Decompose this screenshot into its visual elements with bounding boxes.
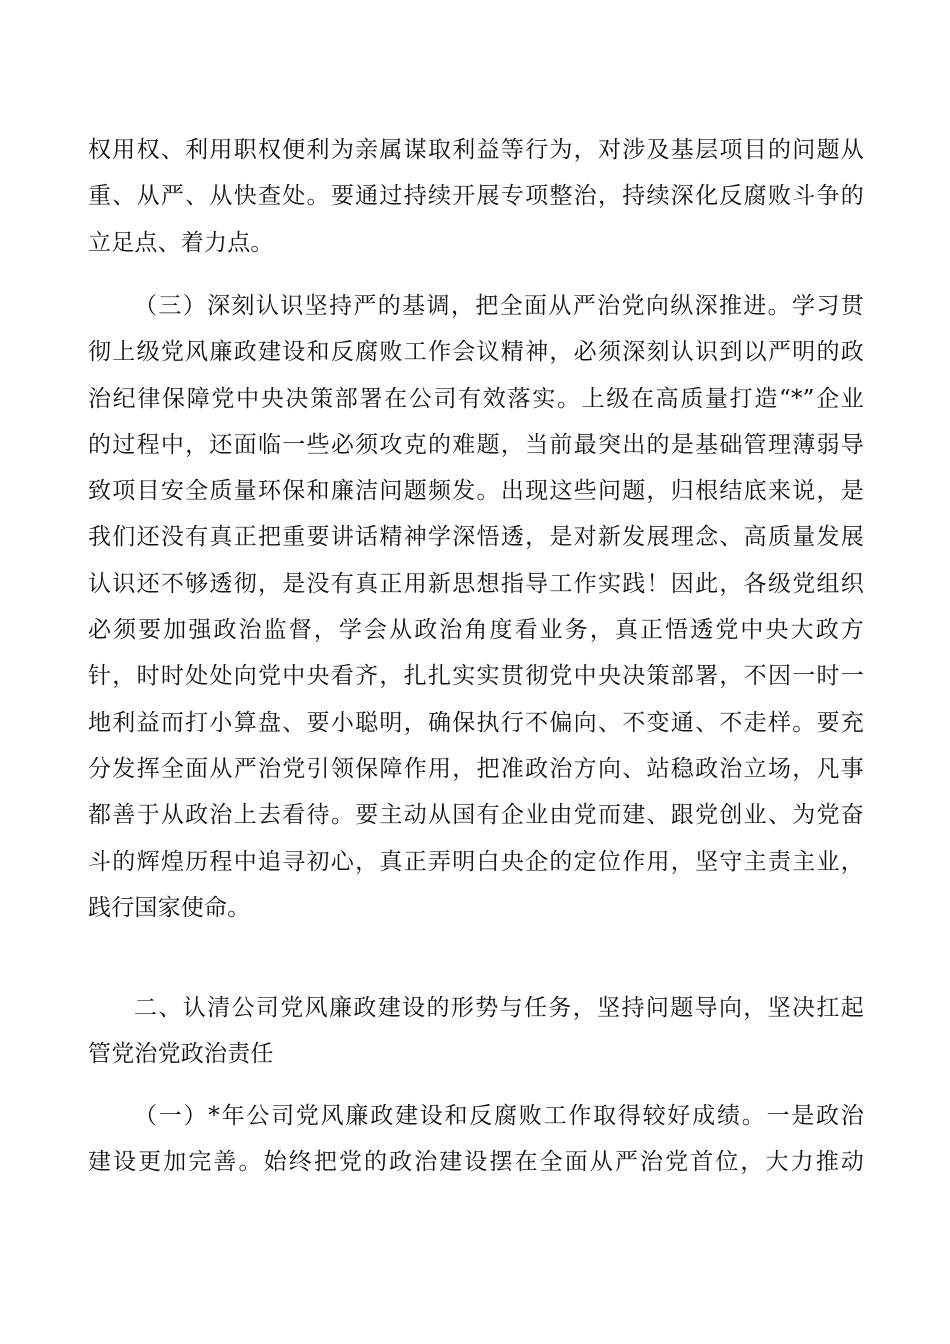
text-line: 建设更加完善。始终把党的政治建设摆在全面从严治党首位，大力推动 (88, 1149, 864, 1176)
text-line: 致项目安全质量环保和廉洁问题频发。出现这些问题，归根结底来说，是 (88, 478, 864, 505)
text-line: 地利益而打小算盘、要小聪明，确保执行不偏向、不变通、不走样。要充 (88, 709, 864, 736)
text-line: 分发挥全面从严治党引领保障作用，把准政治方向、站稳政治立场，凡事 (88, 755, 864, 782)
text-line: （三）深刻认识坚持严的基调，把全面从严治党向纵深推进。学习贯 (134, 293, 864, 319)
text-line: （一）*年公司党风廉政建设和反腐败工作取得较好成绩。一是政治 (134, 1103, 864, 1129)
text-line: 斗的辉煌历程中追寻初心，真正弄明白央企的定位作用，坚守主责主业， (88, 848, 864, 875)
text-line: 的过程中，还面临一些必须攻克的难题，当前最突出的是基础管理薄弱导 (88, 431, 864, 458)
text-line: 重、从严、从快查处。要通过持续开展专项整治，持续深化反腐败斗争的 (88, 183, 864, 210)
text-line: 治纪律保障党中央决策部署在公司有效落实。上级在高质量打造“*”企业 (88, 385, 864, 412)
text-line: 必须要加强政治监督，学会从政治角度看业务，真正悟透党中央大政方 (88, 617, 864, 644)
paragraph-section-three (88, 283, 864, 931)
text-line: 我们还没有真正把重要讲话精神学深悟透，是对新发展理念、高质量发展 (88, 524, 864, 551)
text-line: 针，时时处处向党中央看齐，扎扎实实贯彻党中央决策部署，不因一时一 (88, 663, 864, 690)
heading-line: 管党治党政治责任 (88, 1041, 274, 1068)
section-heading-two (88, 985, 864, 1078)
text-line: 践行国家使命。 (88, 894, 251, 921)
text-line: 权用权、利用职权便利为亲属谋取利益等行为，对涉及基层项目的问题从 (88, 137, 864, 163)
text-line: 认识还不够透彻，是没有真正用新思想指导工作实践！因此，各级党组织 (88, 570, 864, 597)
text-line: 都善于从政治上去看待。要主动从国有企业由党而建、跟党创业、为党奋 (88, 802, 864, 829)
heading-line: 二、认清公司党风廉政建设的形势与任务，坚持问题导向，坚决扛起 (134, 995, 864, 1021)
paragraph-continuation (88, 127, 864, 266)
text-line: 彻上级党风廉政建设和反腐败工作会议精神，必须深刻认识到以严明的政 (88, 339, 864, 366)
paragraph-subsection-one (88, 1093, 864, 1186)
text-line: 立足点、着力点。 (88, 229, 274, 256)
